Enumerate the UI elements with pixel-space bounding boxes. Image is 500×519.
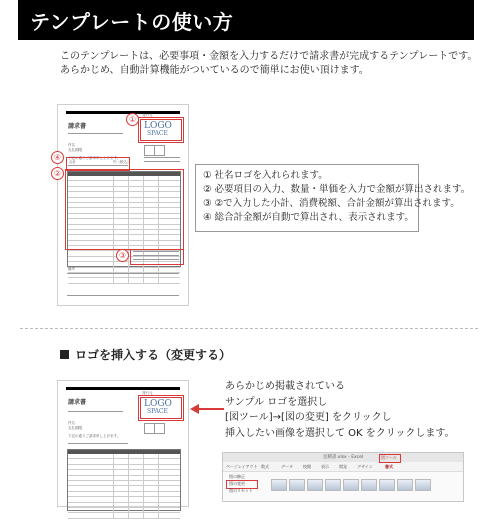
picture-style-thumb[interactable] [397,479,413,491]
highlight-logo [138,395,184,421]
notes-box [195,164,471,232]
invoice-top-rule [66,387,180,390]
picture-style-thumb[interactable] [289,479,305,491]
invoice-issuer-label: 発行元 [142,113,153,117]
ribbon-tab[interactable]: 数式 [261,463,269,469]
highlight-items [65,169,184,250]
invoice-preview [57,104,189,306]
logo-text-logo: LOGO [144,399,172,409]
highlight-logo [138,117,184,143]
ribbon-tab[interactable]: データ [281,463,293,469]
section-bullet-icon [60,350,69,359]
note-3: ③ ②で入力した小計、消費税額、合計金額が算出されます。 [203,198,460,209]
ribbon-button-correct[interactable]: 図の修正 [229,474,245,479]
stamp-box [154,145,165,156]
invoice-line [144,157,180,158]
ribbon-window-title: 見積書.xlsx - Excel [223,453,463,462]
ribbon-tab[interactable]: 校閲 [303,463,311,469]
note-2: ② 必要項目の入力、数量・単価を入力で金額が算出されます。 [203,184,471,195]
picture-style-thumb[interactable] [361,479,377,491]
picture-style-thumb[interactable] [343,479,359,491]
invoice-line [68,411,123,412]
intro-text [60,50,480,78]
invoice-remarks-label: 備考 [68,267,75,271]
section-divider [20,328,478,329]
ribbon-context-tab[interactable]: 図ツール [381,455,397,460]
marker-4: ④ [51,151,64,164]
logo-text-space: SPACE [147,408,168,415]
ribbon-tab[interactable]: 開発 [339,463,347,469]
picture-style-thumb[interactable] [271,479,287,491]
picture-style-thumb[interactable] [325,479,341,491]
table-row [68,513,180,518]
invoice-total-label: 合計 [69,160,76,164]
invoice-request-text: 下記の通りご請求申し上げます。 [68,434,121,438]
invoice-line [67,295,179,296]
marker-2: ② [51,167,64,180]
picture-style-thumb[interactable] [379,479,395,491]
invoice-line [144,161,180,162]
instructions [225,379,455,441]
highlight-subtotal [130,249,184,265]
invoice-due-label: 支払期限 [68,426,82,430]
instruction-line-3: [図ツール]→[図の変更] をクリックし [225,412,392,423]
marker-1: ① [126,113,139,126]
ribbon-tab[interactable]: 表示 [321,463,329,469]
note-4: ④ 総合計金額が自動で算出され、表示されます。 [203,212,414,223]
invoice-top-rule [66,111,180,114]
invoice-subject-label: 件名 [68,421,75,425]
ribbon-button-reset[interactable]: 図のリセット [229,488,253,493]
ribbon-tab[interactable]: ページレイアウト [226,463,258,469]
ribbon-tab[interactable]: デザイン [357,463,373,469]
invoice-due-label: 支払期限 [68,148,82,152]
page-title: テンプレートの使い方 [30,10,234,34]
note-1: ① 社名ロゴを入れられます。 [203,170,328,181]
table-rows [68,454,180,519]
intro-line-2: あらかじめ、自動計算機能がついているので簡単にお使い頂けます。 [60,65,369,76]
ribbon-button-change-picture[interactable]: 図の変更 [229,481,245,486]
invoice-line [67,273,179,274]
logo-text-logo: LOGO [144,121,172,131]
invoice-title: 請求書 [68,399,87,406]
marker-3: ③ [116,249,129,262]
invoice-preview-2 [57,380,189,507]
ribbon-body [223,471,463,501]
invoice-yen-label: 円（税込） [113,160,131,164]
instruction-line-1: あらかじめ掲載されている [225,381,345,392]
instruction-line-4: 挿入したい画像を選択して OK をクリックします。 [225,427,455,439]
invoice-title: 請求書 [68,123,87,130]
invoice-line [68,133,123,134]
invoice-subject-label: 件名 [68,143,75,147]
ribbon-tab-format[interactable]: 書式 [385,463,393,469]
line-items-table [67,449,181,511]
intro-line-1: このテンプレートは、必要事項・金額を入力するだけで請求書が完成するテンプレートです。 [60,51,478,62]
stamp-box [154,423,165,434]
picture-style-thumb[interactable] [307,479,323,491]
ribbon-tabs [223,462,463,470]
instruction-line-2: サンプル ロゴを選択し [225,396,328,408]
excel-ribbon-screenshot [222,452,464,502]
invoice-issuer-label: 発行元 [142,391,153,395]
logo-text-space: SPACE [147,130,168,137]
arrow-left-icon [190,402,226,416]
section-title: ロゴを挿入する（変更する） [75,348,232,362]
invoice-request-text: 下記の通りご請求申し上げます。 [68,156,121,160]
picture-style-thumb[interactable] [415,479,431,491]
invoice-line [68,443,128,444]
table-row [68,278,180,283]
